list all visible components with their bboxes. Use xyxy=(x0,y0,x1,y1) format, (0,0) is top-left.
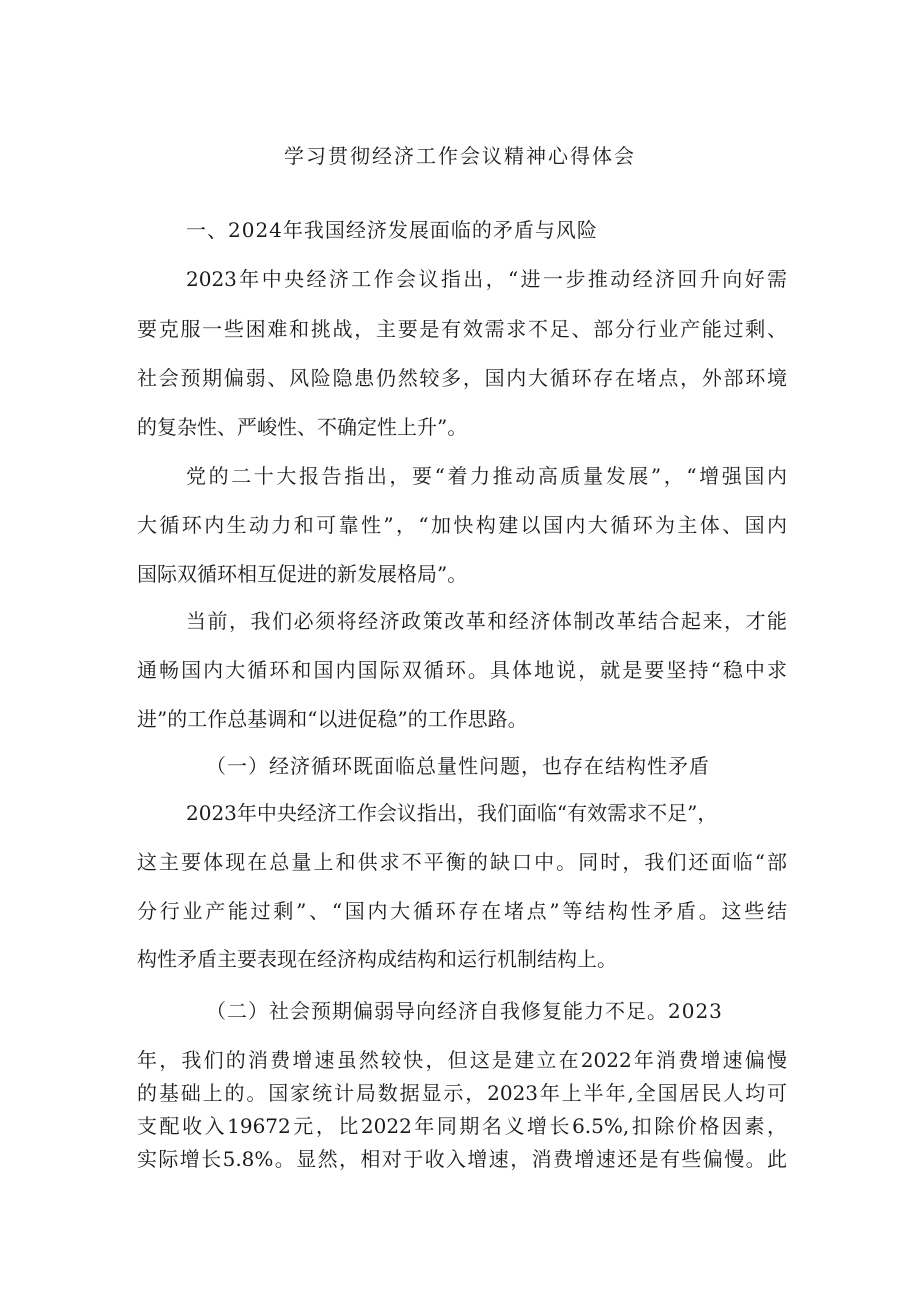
paragraph-line: 的基础上的。国家统计局数据显示，2023年上半年,全国居民人均可 xyxy=(137,1081,787,1105)
paragraph-line: 社会预期偏弱、风险隐患仍然较多，国内大循环存在堵点，外部环境 xyxy=(137,366,787,390)
paragraph-line: 分行业产能过剩”、“国内大循环存在堵点”等结构性矛盾。这些结 xyxy=(137,899,787,923)
subheading: （一）经济循环既面临总量性问题，也存在结构性矛盾 xyxy=(206,754,710,778)
paragraph-line: 大循环内生动力和可靠性”，“加快构建以国内大循环为主体、国内 xyxy=(137,513,787,537)
paragraph-line: 党的二十大报告指出，要“着力推动高质量发展”，“增强国内 xyxy=(186,464,787,488)
subheading: （二）社会预期偏弱导向经济自我修复能力不足。2023 xyxy=(206,999,723,1023)
paragraph-line: 实际增长5.8%。显然，相对于收入增速，消费增速还是有些偏慢。此 xyxy=(137,1147,787,1171)
paragraph-line: 2023年中央经济工作会议指出，我们面临“有效需求不足”， xyxy=(186,801,718,825)
paragraph-line: 这主要体现在总量上和供求不平衡的缺口中。同时，我们还面临“部 xyxy=(137,850,787,874)
paragraph-line: 年，我们的消费增速虽然较快，但这是建立在2022年消费增速偏慢 xyxy=(137,1048,787,1072)
paragraph-line: 要克服一些困难和挑战，主要是有效需求不足、部分行业产能过剩、 xyxy=(137,317,787,341)
paragraph-line: 进”的工作总基调和“以进促稳”的工作思路。 xyxy=(137,707,528,731)
paragraph-line: 当前，我们必须将经济政策改革和经济体制改革结合起来，才能 xyxy=(186,609,787,633)
document-title: 学习贯彻经济工作会议精神心得体会 xyxy=(284,144,636,168)
paragraph-line: 通畅国内大循环和国内国际双循环。具体地说，就是要坚持“稳中求 xyxy=(137,658,787,682)
paragraph-line: 支配收入19672元，比2022年同期名义增长6.5%,扣除价格因素， xyxy=(137,1114,787,1138)
paragraph-line: 2023年中央经济工作会议指出，“进一步推动经济回升向好需 xyxy=(186,267,787,291)
section-heading: 一、2024年我国经济发展面临的矛盾与风险 xyxy=(186,218,598,242)
paragraph-line: 国际双循环相互促进的新发展格局”。 xyxy=(137,562,468,586)
paragraph-line: 构性矛盾主要表现在经济构成结构和运行机制结构上。 xyxy=(137,947,617,971)
paragraph-line: 的复杂性、严峻性、不确定性上升”。 xyxy=(137,415,468,439)
